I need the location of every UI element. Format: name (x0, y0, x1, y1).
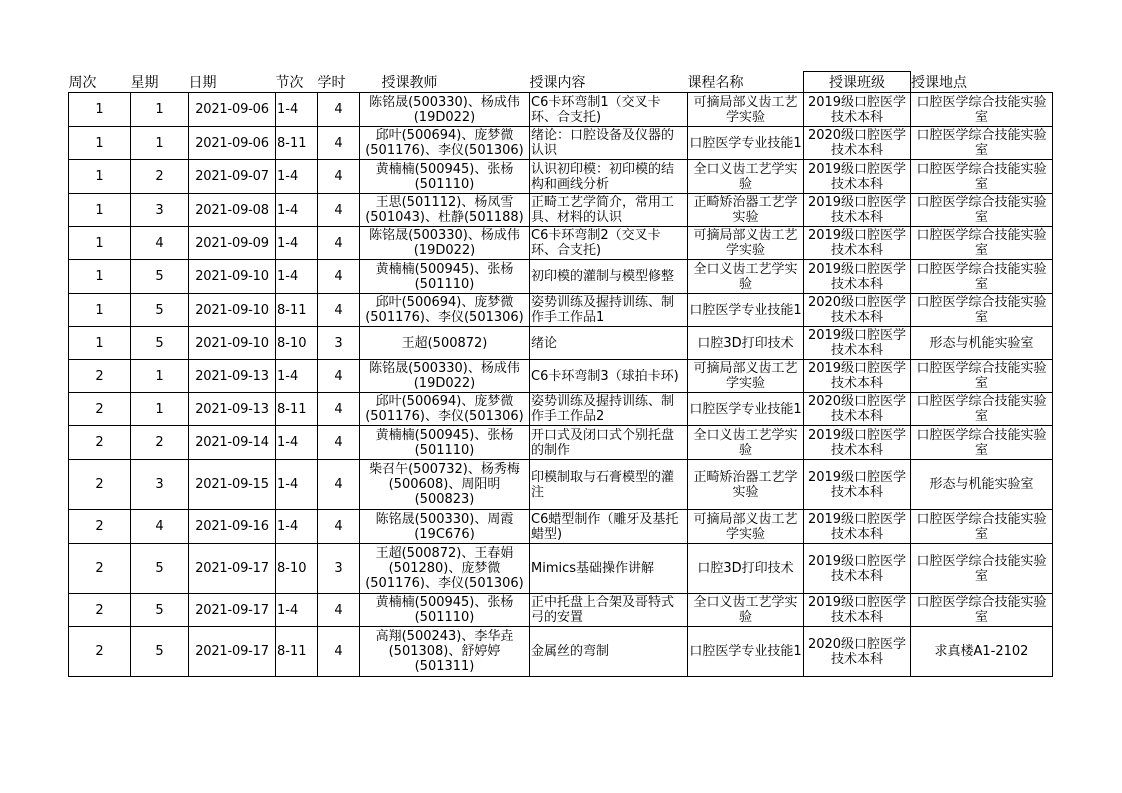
cell-class[interactable]: 2019级口腔医学技术本科 (804, 510, 911, 544)
header-row (69, 72, 1053, 93)
cell-hours[interactable]: 3 (318, 544, 360, 594)
table-row (69, 227, 1053, 260)
cell-period[interactable]: 8-11 (276, 127, 318, 160)
cell-period[interactable]: 1-4 (276, 510, 318, 544)
header-course: 课程名称 (687, 74, 744, 91)
cell-course[interactable]: 可摘局部义齿工艺学实验 (688, 227, 804, 260)
cell-weekday[interactable]: 2 (131, 160, 189, 194)
cell-content[interactable]: Mimics基础操作讲解 (530, 544, 688, 594)
cell-period[interactable]: 1-4 (276, 194, 318, 227)
cell-hours[interactable]: 4 (318, 360, 360, 393)
cell-date[interactable]: 2021-09-17 (189, 627, 276, 677)
cell-hours[interactable]: 3 (318, 327, 360, 360)
header-location: 授课地点 (911, 74, 967, 91)
cell-weekday[interactable]: 1 (131, 127, 189, 160)
cell-date[interactable]: 2021-09-06 (189, 93, 276, 127)
cell-hours[interactable]: 4 (318, 227, 360, 260)
cell-week[interactable]: 1 (69, 327, 131, 360)
cell-period[interactable]: 1-4 (276, 260, 318, 294)
cell-week[interactable]: 1 (69, 160, 131, 194)
cell-course[interactable]: 可摘局部义齿工艺学实验 (688, 93, 804, 127)
cell-week[interactable]: 2 (69, 460, 131, 510)
cell-class[interactable]: 2019级口腔医学技术本科 (804, 260, 911, 294)
cell-weekday[interactable]: 4 (131, 510, 189, 544)
cell-date[interactable]: 2021-09-14 (189, 426, 276, 460)
cell-period[interactable]: 8-11 (276, 627, 318, 677)
header-weekday: 星期 (130, 74, 159, 91)
cell-course[interactable]: 可摘局部义齿工艺学实验 (688, 510, 804, 544)
cell-weekday[interactable]: 5 (131, 294, 189, 327)
cell-teacher[interactable]: 陈铭晟(500330)、杨成伟(19D022) (360, 93, 530, 127)
cell-week[interactable]: 2 (69, 594, 131, 627)
header-period: 节次 (275, 74, 304, 91)
cell-weekday[interactable]: 5 (131, 327, 189, 360)
cell-course[interactable]: 口腔医学专业技能1 (688, 294, 804, 327)
cell-content[interactable]: 金属丝的弯制 (530, 627, 688, 677)
table-row (69, 93, 1053, 127)
cell-location[interactable]: 口腔医学综合技能实验室 (911, 127, 1053, 160)
cell-location[interactable]: 口腔医学综合技能实验室 (911, 194, 1053, 227)
cell-teacher[interactable]: 陈铭晟(500330)、杨成伟(19D022) (360, 227, 530, 260)
cell-week[interactable]: 2 (69, 510, 131, 544)
cell-content[interactable]: 印模制取与石膏模型的灌注 (530, 460, 688, 510)
cell-content[interactable]: 初印模的灌制与模型修整 (530, 260, 688, 294)
table-row (69, 194, 1053, 227)
cell-teacher[interactable]: 王超(500872) (360, 327, 530, 360)
table-row (69, 294, 1053, 327)
cell-location[interactable]: 形态与机能实验室 (911, 460, 1053, 510)
cell-teacher[interactable]: 黄楠楠(500945)、张杨(501110) (360, 160, 530, 194)
cell-course[interactable]: 口腔医学专业技能1 (688, 393, 804, 426)
cell-weekday[interactable]: 3 (131, 460, 189, 510)
cell-course[interactable]: 全口义齿工艺学实验 (688, 594, 804, 627)
cell-weekday[interactable]: 1 (131, 93, 189, 127)
cell-hours[interactable]: 4 (318, 194, 360, 227)
cell-hours[interactable]: 4 (318, 393, 360, 426)
cell-hours[interactable]: 4 (318, 627, 360, 677)
cell-location[interactable]: 口腔医学综合技能实验室 (911, 260, 1053, 294)
cell-weekday[interactable]: 1 (131, 360, 189, 393)
cell-location[interactable]: 口腔医学综合技能实验室 (911, 227, 1053, 260)
cell-period[interactable]: 1-4 (276, 594, 318, 627)
cell-course[interactable]: 正畸矫治器工艺学实验 (688, 194, 804, 227)
cell-content[interactable]: C6蜡型制作（雕牙及基托蜡型) (530, 510, 688, 544)
cell-hours[interactable]: 4 (318, 260, 360, 294)
cell-teacher[interactable]: 邱叶(500694)、庞梦微(501176)、李仪(501306) (360, 294, 530, 327)
table-row (69, 460, 1053, 510)
cell-content[interactable]: C6卡环弯制2（交叉卡环、合支托) (530, 227, 688, 260)
table-row (69, 260, 1053, 294)
table-row (69, 594, 1053, 627)
cell-date[interactable]: 2021-09-08 (189, 194, 276, 227)
cell-location[interactable]: 口腔医学综合技能实验室 (911, 594, 1053, 627)
cell-content[interactable]: C6卡环弯制3（球拍卡环) (530, 360, 688, 393)
cell-course[interactable]: 口腔医学专业技能1 (688, 627, 804, 677)
cell-teacher[interactable]: 王思(501112)、杨凤雪(501043)、杜静(501188) (360, 194, 530, 227)
cell-week[interactable]: 2 (69, 426, 131, 460)
cell-weekday[interactable]: 5 (131, 260, 189, 294)
cell-week[interactable]: 2 (69, 360, 131, 393)
header-content: 授课内容 (529, 74, 586, 91)
cell-weekday[interactable]: 4 (131, 227, 189, 260)
cell-course[interactable]: 口腔3D打印技术 (688, 544, 804, 594)
cell-class[interactable]: 2019级口腔医学技术本科 (804, 327, 911, 360)
cell-date[interactable]: 2021-09-15 (189, 460, 276, 510)
cell-date[interactable]: 2021-09-13 (189, 360, 276, 393)
cell-teacher[interactable]: 柴召午(500732)、杨秀梅(500608)、周阳明(500823) (360, 460, 530, 510)
table-row (69, 160, 1053, 194)
cell-weekday[interactable]: 3 (131, 194, 189, 227)
cell-date[interactable]: 2021-09-13 (189, 393, 276, 426)
cell-hours[interactable]: 4 (318, 460, 360, 510)
cell-location[interactable]: 口腔医学综合技能实验室 (911, 360, 1053, 393)
cell-location[interactable]: 口腔医学综合技能实验室 (911, 393, 1053, 426)
cell-weekday[interactable]: 5 (131, 594, 189, 627)
cell-class[interactable]: 2019级口腔医学技术本科 (804, 460, 911, 510)
cell-teacher[interactable]: 黄楠楠(500945)、张杨(501110) (360, 594, 530, 627)
cell-date[interactable]: 2021-09-16 (189, 510, 276, 544)
cell-weekday[interactable]: 2 (131, 426, 189, 460)
cell-content[interactable]: 认识初印模：初印模的结构和画线分析 (530, 160, 688, 194)
cell-content[interactable]: 姿势训练及握持训练、制作手工作品2 (530, 393, 688, 426)
cell-period[interactable]: 1-4 (276, 426, 318, 460)
cell-course[interactable]: 全口义齿工艺学实验 (688, 160, 804, 194)
cell-date[interactable]: 2021-09-06 (189, 127, 276, 160)
cell-content[interactable]: 正中托盘上合架及哥特式弓的安置 (530, 594, 688, 627)
cell-week[interactable]: 1 (69, 260, 131, 294)
cell-period[interactable]: 8-10 (276, 327, 318, 360)
cell-hours[interactable]: 4 (318, 510, 360, 544)
cell-course[interactable]: 口腔3D打印技术 (688, 327, 804, 360)
cell-location[interactable]: 口腔医学综合技能实验室 (911, 294, 1053, 327)
cell-location[interactable]: 求真楼A1-2102 (911, 627, 1053, 677)
cell-content[interactable]: 正畸工艺学简介，常用工具、材料的认识 (530, 194, 688, 227)
cell-period[interactable]: 1-4 (276, 360, 318, 393)
cell-date[interactable]: 2021-09-17 (189, 544, 276, 594)
cell-date[interactable]: 2021-09-07 (189, 160, 276, 194)
cell-content[interactable]: 绪论 (530, 327, 688, 360)
cell-weekday[interactable]: 5 (131, 544, 189, 594)
cell-weekday[interactable]: 5 (131, 627, 189, 677)
cell-content[interactable]: C6卡环弯制1（交叉卡环、合支托) (530, 93, 688, 127)
cell-week[interactable]: 1 (69, 127, 131, 160)
cell-location[interactable]: 形态与机能实验室 (911, 327, 1053, 360)
cell-hours[interactable]: 4 (318, 127, 360, 160)
cell-teacher[interactable]: 王超(500872)、王春娟(501280)、庞梦微(501176)、李仪(501306) (360, 544, 530, 594)
cell-content[interactable]: 开口式及闭口式个别托盘的制作 (530, 426, 688, 460)
cell-class[interactable]: 2020级口腔医学技术本科 (804, 127, 911, 160)
table-row (69, 510, 1053, 544)
cell-period[interactable]: 8-10 (276, 544, 318, 594)
header-date: 日期 (188, 74, 217, 91)
cell-hours[interactable]: 4 (318, 160, 360, 194)
cell-hours[interactable]: 4 (318, 426, 360, 460)
cell-course[interactable]: 正畸矫治器工艺学实验 (688, 460, 804, 510)
header-week: 周次 (68, 74, 97, 91)
table-row (69, 627, 1053, 677)
table-row (69, 127, 1053, 160)
cell-teacher[interactable]: 邱叶(500694)、庞梦微(501176)、李仪(501306) (360, 393, 530, 426)
cell-class[interactable]: 2019级口腔医学技术本科 (804, 160, 911, 194)
cell-content[interactable]: 绪论：口腔设备及仪器的认识 (530, 127, 688, 160)
cell-period[interactable]: 1-4 (276, 160, 318, 194)
table-row (69, 327, 1053, 360)
cell-week[interactable]: 1 (69, 227, 131, 260)
header-hours: 学时 (317, 74, 346, 91)
table-row (69, 360, 1053, 393)
cell-teacher[interactable]: 黄楠楠(500945)、张杨(501110) (360, 426, 530, 460)
cell-week[interactable]: 1 (69, 294, 131, 327)
cell-class[interactable]: 2019级口腔医学技术本科 (804, 93, 911, 127)
cell-date[interactable]: 2021-09-17 (189, 594, 276, 627)
cell-location[interactable]: 口腔医学综合技能实验室 (911, 93, 1053, 127)
cell-teacher[interactable]: 陈铭晟(500330)、杨成伟(19D022) (360, 360, 530, 393)
cell-period[interactable]: 8-11 (276, 393, 318, 426)
cell-course[interactable]: 全口义齿工艺学实验 (688, 260, 804, 294)
schedule-table (68, 71, 1053, 677)
cell-period[interactable]: 1-4 (276, 93, 318, 127)
cell-hours[interactable]: 4 (318, 594, 360, 627)
cell-week[interactable]: 1 (69, 93, 131, 127)
table-row (69, 544, 1053, 594)
cell-content[interactable]: 姿势训练及握持训练、制作手工作品1 (530, 294, 688, 327)
header-teacher: 授课教师 (381, 74, 438, 91)
cell-period[interactable]: 1-4 (276, 227, 318, 260)
cell-class[interactable]: 2020级口腔医学技术本科 (804, 393, 911, 426)
cell-class[interactable]: 2019级口腔医学技术本科 (804, 594, 911, 627)
cell-class[interactable]: 2019级口腔医学技术本科 (804, 426, 911, 460)
cell-location[interactable]: 口腔医学综合技能实验室 (911, 544, 1053, 594)
cell-location[interactable]: 口腔医学综合技能实验室 (911, 426, 1053, 460)
cell-date[interactable]: 2021-09-10 (189, 294, 276, 327)
cell-period[interactable]: 8-11 (276, 294, 318, 327)
cell-period[interactable]: 1-4 (276, 460, 318, 510)
cell-course[interactable]: 口腔医学专业技能1 (688, 127, 804, 160)
cell-date[interactable]: 2021-09-10 (189, 327, 276, 360)
cell-date[interactable]: 2021-09-09 (189, 227, 276, 260)
cell-teacher[interactable]: 邱叶(500694)、庞梦微(501176)、李仪(501306) (360, 127, 530, 160)
cell-teacher[interactable]: 高翔(500243)、李华垚(501308)、舒婷婷(501311) (360, 627, 530, 677)
cell-week[interactable]: 2 (69, 393, 131, 426)
cell-class[interactable]: 2019级口腔医学技术本科 (804, 194, 911, 227)
cell-class[interactable]: 2020级口腔医学技术本科 (804, 627, 911, 677)
cell-course[interactable]: 全口义齿工艺学实验 (688, 426, 804, 460)
cell-course[interactable]: 可摘局部义齿工艺学实验 (688, 360, 804, 393)
cell-teacher[interactable]: 陈铭晟(500330)、周霞(19C676) (360, 510, 530, 544)
table-row (69, 426, 1053, 460)
header-class[interactable]: 授课班级 (804, 72, 911, 93)
cell-class[interactable]: 2019级口腔医学技术本科 (804, 360, 911, 393)
cell-weekday[interactable]: 1 (131, 393, 189, 426)
cell-location[interactable]: 口腔医学综合技能实验室 (911, 160, 1053, 194)
table-row (69, 393, 1053, 426)
cell-class[interactable]: 2019级口腔医学技术本科 (804, 544, 911, 594)
cell-class[interactable]: 2020级口腔医学技术本科 (804, 294, 911, 327)
cell-hours[interactable]: 4 (318, 294, 360, 327)
cell-date[interactable]: 2021-09-10 (189, 260, 276, 294)
cell-week[interactable]: 2 (69, 627, 131, 677)
cell-location[interactable]: 口腔医学综合技能实验室 (911, 510, 1053, 544)
cell-teacher[interactable]: 黄楠楠(500945)、张杨(501110) (360, 260, 530, 294)
cell-hours[interactable]: 4 (318, 93, 360, 127)
cell-week[interactable]: 2 (69, 544, 131, 594)
cell-week[interactable]: 1 (69, 194, 131, 227)
cell-class[interactable]: 2019级口腔医学技术本科 (804, 227, 911, 260)
